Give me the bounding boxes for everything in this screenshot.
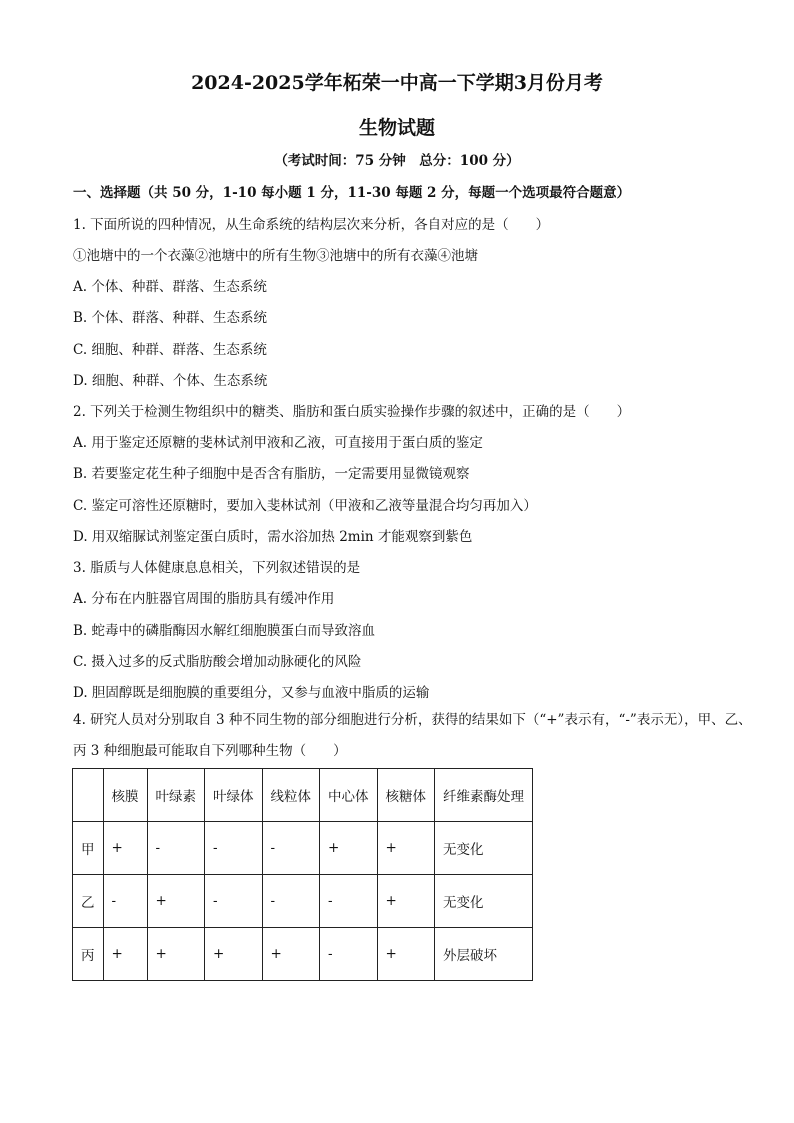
table-cell: - xyxy=(103,875,147,928)
question-1-option-a: A. 个体、种群、群落、生态系统 xyxy=(73,279,267,295)
question-1-option-c: C. 细胞、种群、群落、生态系统 xyxy=(73,342,267,358)
table-cell: 丙 xyxy=(73,928,104,981)
table-header-row xyxy=(73,769,533,822)
table-cell: - xyxy=(205,822,263,875)
table-cell: + xyxy=(377,875,435,928)
table-header-cell: 中心体 xyxy=(320,769,378,822)
table-header-cell: 核糖体 xyxy=(377,769,435,822)
table-cell: + xyxy=(377,822,435,875)
table-cell: 无变化 xyxy=(435,822,533,875)
table-row xyxy=(73,875,533,928)
cell-analysis-table xyxy=(72,768,533,981)
question-3-option-a: A. 分布在内脏器官周围的脂肪具有缓冲作用 xyxy=(73,591,335,607)
table-cell: 外层破坏 xyxy=(435,928,533,981)
table-header-cell: 核膜 xyxy=(103,769,147,822)
table-cell: - xyxy=(320,875,378,928)
question-2-stem: 2. 下列关于检测生物组织中的糖类、脂肪和蛋白质实验操作步骤的叙述中，正确的是（ ） xyxy=(73,404,631,420)
exam-info: （考试时间：75 分钟 总分：100 分） xyxy=(274,153,520,169)
subject-title: 生物试题 xyxy=(358,117,435,139)
table-cell: + xyxy=(205,928,263,981)
question-2-option-a: A. 用于鉴定还原糖的斐林试剂甲液和乙液，可直接用于蛋白质的鉴定 xyxy=(73,435,483,451)
table-cell: - xyxy=(147,822,205,875)
table-row xyxy=(73,928,533,981)
exam-title: 2024-2025学年柘荣一中高一下学期3月份月考 xyxy=(191,72,603,94)
table-header-cell: 叶绿体 xyxy=(205,769,263,822)
question-3-option-c: C. 摄入过多的反式脂肪酸会增加动脉硬化的风险 xyxy=(73,654,362,670)
table-cell: - xyxy=(262,822,320,875)
table-cell: + xyxy=(377,928,435,981)
section-heading: 一、选择题（共 50 分，1-10 每小题 1 分，11-30 每题 2 分，每题一个选项最符合题意） xyxy=(73,185,631,201)
question-4-stem: 4. 研究人员对分别取自 3 种不同生物的部分细胞进行分析，获得的结果如下（“+”表示有，“-”表示无），甲、乙、丙 3 种细胞最可能取自下列哪种生物（ ） xyxy=(73,712,752,759)
question-3-option-d: D. 胆固醇既是细胞膜的重要组分，又参与血液中脂质的运输 xyxy=(73,685,430,701)
table-cell: + xyxy=(147,875,205,928)
table-header-cell xyxy=(73,769,104,822)
question-1-option-d: D. 细胞、种群、个体、生态系统 xyxy=(73,373,268,389)
question-3-stem: 3. 脂质与人体健康息息相关，下列叙述错误的是 xyxy=(73,560,361,576)
table-cell: + xyxy=(147,928,205,981)
question-2-option-d: D. 用双缩脲试剂鉴定蛋白质时，需水浴加热 2min 才能观察到紫色 xyxy=(73,529,473,545)
table-cell: 乙 xyxy=(73,875,104,928)
table-cell: + xyxy=(103,822,147,875)
table-cell: - xyxy=(262,875,320,928)
question-2-option-b: B. 若要鉴定花生种子细胞中是否含有脂肪，一定需要用显微镜观察 xyxy=(73,466,470,482)
table-cell: - xyxy=(205,875,263,928)
table-cell: 甲 xyxy=(73,822,104,875)
table-cell: + xyxy=(320,822,378,875)
question-1-stem: 1. 下面所说的四种情况，从生命系统的结构层次来分析，各自对应的是（ ） xyxy=(73,217,550,233)
question-3-option-b: B. 蛇毒中的磷脂酶因水解红细胞膜蛋白而导致溶血 xyxy=(73,623,376,639)
table-header-cell: 纤维素酶处理 xyxy=(435,769,533,822)
table-row xyxy=(73,822,533,875)
table-header-cell: 线粒体 xyxy=(262,769,320,822)
table-cell: + xyxy=(103,928,147,981)
table-cell: 无变化 xyxy=(435,875,533,928)
table-header-cell: 叶绿素 xyxy=(147,769,205,822)
question-1-extra: ①池塘中的一个衣藻②池塘中的所有生物③池塘中的所有衣藻④池塘 xyxy=(73,248,478,264)
question-2-option-c: C. 鉴定可溶性还原糖时，要加入斐林试剂（甲液和乙液等量混合均匀再加入） xyxy=(73,498,537,514)
table-cell: + xyxy=(262,928,320,981)
question-1-option-b: B. 个体、群落、种群、生态系统 xyxy=(73,310,268,326)
table-cell: - xyxy=(320,928,378,981)
